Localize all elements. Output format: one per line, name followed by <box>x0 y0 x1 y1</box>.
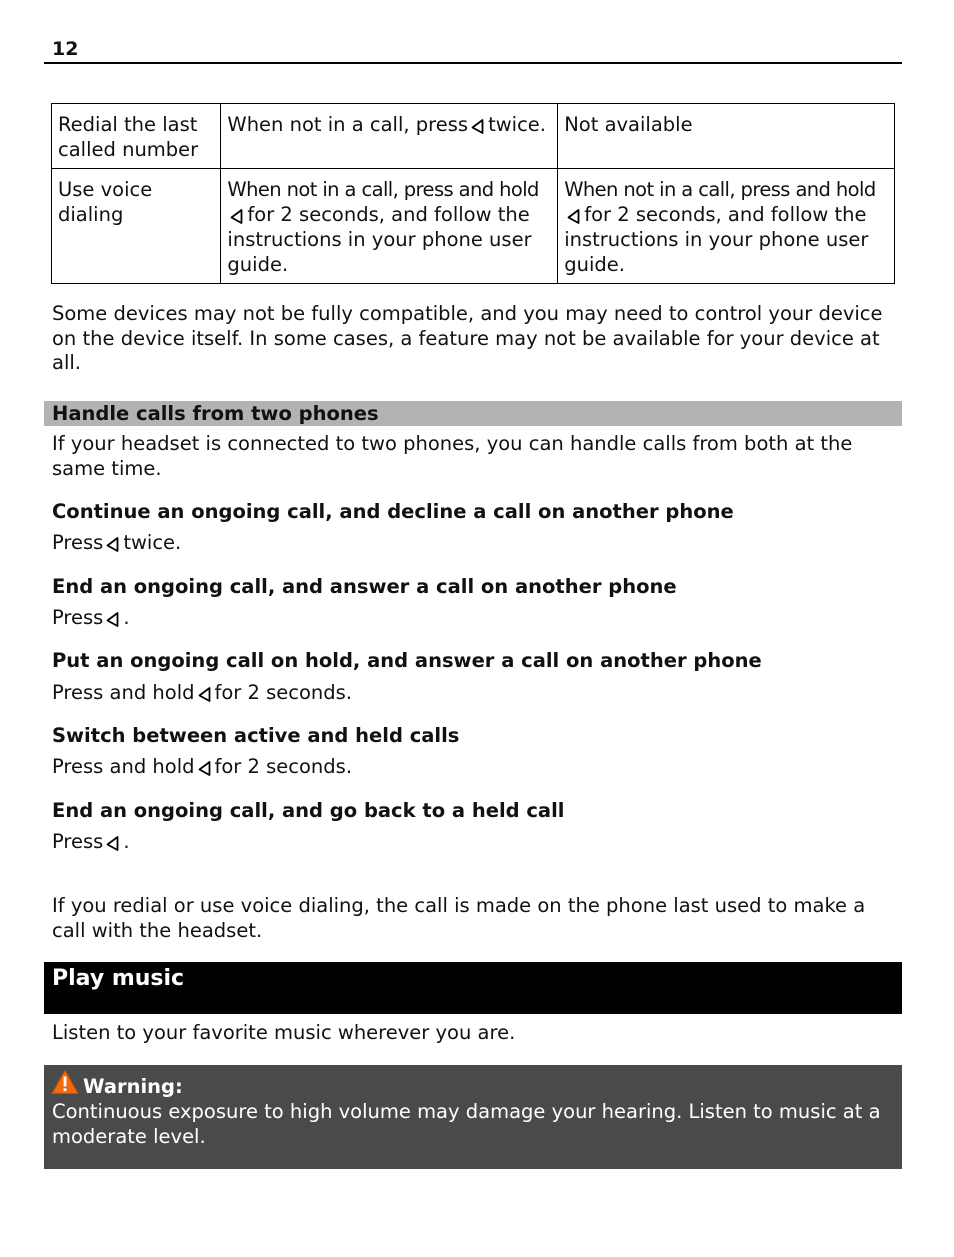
warning-box <box>44 1065 902 1169</box>
compatibility-note: Some devices may not be fully compatible, and you may need to control your device on the device itself. In some cases, a feature may not be available for your device at all. <box>52 302 883 374</box>
call-button-icon <box>197 686 212 703</box>
call-button-icon <box>105 611 120 628</box>
table-cell: Use voice dialing <box>52 169 221 284</box>
chapter-heading-band <box>44 962 902 1014</box>
cell-text: When not in a call, press <box>227 113 469 136</box>
instruction-text <box>52 531 902 556</box>
chapter-heading: Play music <box>52 966 185 991</box>
cell-text: When not in a call, press and hold <box>227 178 539 201</box>
cell-text: for 2 seconds, and follow the instructions in your phone user guide. <box>227 203 532 276</box>
instruction-title: End an ongoing call, and go back to a held call <box>52 799 565 822</box>
cell-text: for 2 seconds, and follow the instructions in your phone user guide. <box>564 203 869 276</box>
warning-title: Warning: <box>83 1075 183 1098</box>
page-number: 12 <box>52 38 79 60</box>
instruction-post: for 2 seconds. <box>214 681 353 704</box>
instruction-post: . <box>123 830 130 853</box>
instruction-title: End an ongoing call, and answer a call on another phone <box>52 575 677 598</box>
instruction-text <box>52 681 902 706</box>
call-button-icon <box>105 835 120 852</box>
instruction-post: . <box>123 606 130 629</box>
instruction-pre: Press and hold <box>52 681 195 704</box>
instruction-text <box>52 755 902 780</box>
instruction-post: twice. <box>123 531 182 554</box>
instruction-pre: Press <box>52 531 104 554</box>
warning-icon <box>51 1069 79 1095</box>
instruction-title: Switch between active and held calls <box>52 724 460 747</box>
feature-table <box>51 103 895 284</box>
instruction-title: Put an ongoing call on hold, and answer a call on another phone <box>52 649 762 672</box>
redial-note: If you redial or use voice dialing, the call is made on the phone last used to make a call with the headset. <box>52 894 866 942</box>
table-cell: Not available <box>558 104 895 169</box>
instruction-text <box>52 606 902 631</box>
section-heading: Handle calls from two phones <box>52 402 379 425</box>
instruction-pre: Press <box>52 606 104 629</box>
cell-text: twice. <box>488 113 546 136</box>
table-cell <box>221 104 558 169</box>
table-row <box>52 169 895 284</box>
table-row <box>52 104 895 169</box>
table-cell <box>221 169 558 284</box>
instruction-pre: Press <box>52 830 104 853</box>
call-button-icon <box>229 208 244 225</box>
call-button-icon <box>566 208 581 225</box>
table-cell: Redial the last called number <box>52 104 221 169</box>
call-button-icon <box>105 536 120 553</box>
call-button-icon <box>470 118 485 135</box>
warning-text: Continuous exposure to high volume may damage your hearing. Listen to music at a moderate level. <box>52 1100 881 1148</box>
instruction-pre: Press and hold <box>52 755 195 778</box>
instruction-title: Continue an ongoing call, and decline a call on another phone <box>52 500 734 523</box>
instruction-text <box>52 830 902 855</box>
chapter-intro: Listen to your favorite music wherever you are. <box>52 1021 516 1044</box>
table-cell <box>558 169 895 284</box>
header-rule <box>44 62 902 64</box>
call-button-icon <box>197 760 212 777</box>
section-heading-band <box>44 401 902 426</box>
instruction-post: for 2 seconds. <box>214 755 353 778</box>
section-intro: If your headset is connected to two phones, you can handle calls from both at the same time. <box>52 432 853 480</box>
cell-text: When not in a call, press and hold <box>564 178 876 201</box>
